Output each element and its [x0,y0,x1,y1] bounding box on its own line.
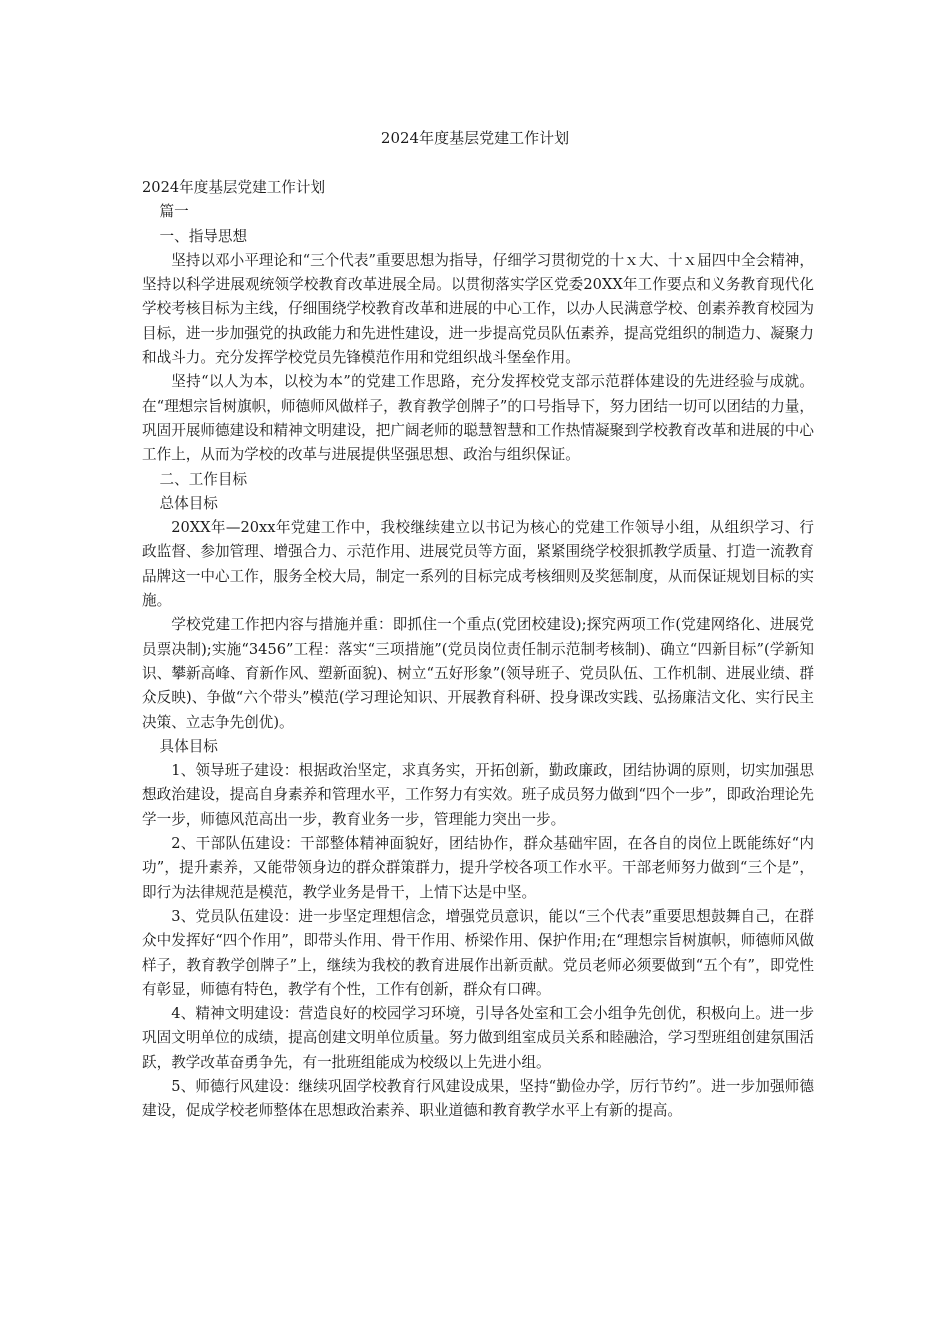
list-item-5: 5、师德行风建设：继续巩固学校教育行风建设成果，坚持“勤俭办学，厉行节约”。进一步加强师德建设，促成学校老师整体在思想政治素养、职业道德和教育教学水平上有新的提高。 [142,1077,814,1120]
document-subtitle: 2024年度基层党建工作计划 [142,179,326,196]
list-item-1: 1、领导班子建设：根据政治坚定，求真务实，开拓创新，勤政廉政，团结协调的原则，切实加强思想政治建设，提高自身素养和管理水平，工作努力有实效。班子成员努力做到“四个一步”，即政治理论先学一步，师德风范高出一步，教育业务一步，管理能力突出一步。 [142,762,814,828]
paragraph-2: 坚持“以人为本，以校为本”的党建工作思路，充分发挥校党支部示范群体建设的先进经验与成就。在“理想宗旨树旗帜，师德师风做样子，教育教学创牌子”的口号指导下，努力团结一切可以团结的力量，巩固开展师德建设和精神文明建设，把广阔老师的聪慧智慧和工作热情凝聚到学校教育改革和进展的中心工作上，从而为学校的改革与进展提供坚强思想、政治与组织保证。 [142,373,814,464]
list-item-2: 2、干部队伍建设：干部整体精神面貌好，团结协作，群众基础牢固，在各自的岗位上既能练好“内功”，提升素养，又能带领身边的群众群策群力，提升学校各项工作水平。干部老师努力做到“三个是”，即行为法律规范是模范，教学业务是骨干，上情下达是中坚。 [142,835,814,901]
list-item-3: 3、党员队伍建设：进一步坚定理想信念，增强党员意识，能以“三个代表”重要思想鼓舞自己，在群众中发挥好“四个作用”，即带头作用、骨干作用、桥梁作用、保护作用;在“理想宗旨树旗帜，师德师风做样子，教育教学创牌子”上，继续为我校的教育进展作出新贡献。党员老师必须要做到“五个有”，即党性有彰显，师德有特色，教学有个性，工作有创新，群众有口碑。 [142,907,814,998]
paragraph-1: 坚持以邓小平理论和“三个代表”重要思想为指导，仔细学习贯彻党的十ｘ大、十ｘ届四中全会精神，坚持以科学进展观统领学校教育改革进展全局。以贯彻落实学区党委20XX年工作要点和义务教育现代化学校考核目标为主线，仔细围绕学校教育改革和进展的中心工作，以办人民满意学校、创素养教育校园为目标，进一步加强党的执政能力和先进性建设，进一步提高党员队伍素养，提高党组织的制造力、凝聚力和战斗力。充分发挥学校党员先锋模范作用和党组织战斗堡垒作用。 [142,251,814,367]
document-body [142,176,814,1124]
heading-work-goals: 二、工作目标 [159,470,248,488]
paragraph-4: 学校党建工作把内容与措施并重：即抓住一个重点(党团校建设);探究两项工作(党建网络化、进展党员票决制);实施“3456”工程：落实“三项措施”(党员岗位责任制示范制考核制)、确立“四新目标”(学新知识、攀新高峰、育新作风、塑新面貌)、树立“五好形象”(领导班子、党员队伍、工作机制、进展业绩、群众反映)、争做“六个带头”模范(学习理论知识、开展教育科研、投身课改实践、弘扬廉洁文化、实行民主决策、立志争先创优)。 [142,616,814,731]
paragraph-3: 20XX年—20xx年党建工作中，我校继续建立以书记为核心的党建工作领导小组，从组织学习、行政监督、参加管理、增强合力、示范作用、进展党员等方面，紧紧围绕学校狠抓教学质量、打造一流教育品牌这一中心工作，服务全校大局，制定一系列的目标完成考核细则及奖惩制度，从而保证规划目标的实施。 [142,519,814,610]
heading-guiding-thought: 一、指导思想 [159,227,248,245]
document-title: 2024年度基层党建工作计划 [380,129,570,147]
subheading-overall-goals: 总体目标 [159,494,218,512]
list-item-4: 4、精神文明建设：营造良好的校园学习环境，引导各处室和工会小组争先创优，积极向上。进一步巩固文明单位的成绩，提高创建文明单位质量。努力做到组室成员关系和睦融洽，学习型班组创建氛围活跃，教学改革奋勇争先，有一批班组能成为校级以上先进小组。 [142,1005,814,1071]
section-label: 篇一 [159,203,189,221]
subheading-specific-goals: 具体目标 [159,737,218,755]
